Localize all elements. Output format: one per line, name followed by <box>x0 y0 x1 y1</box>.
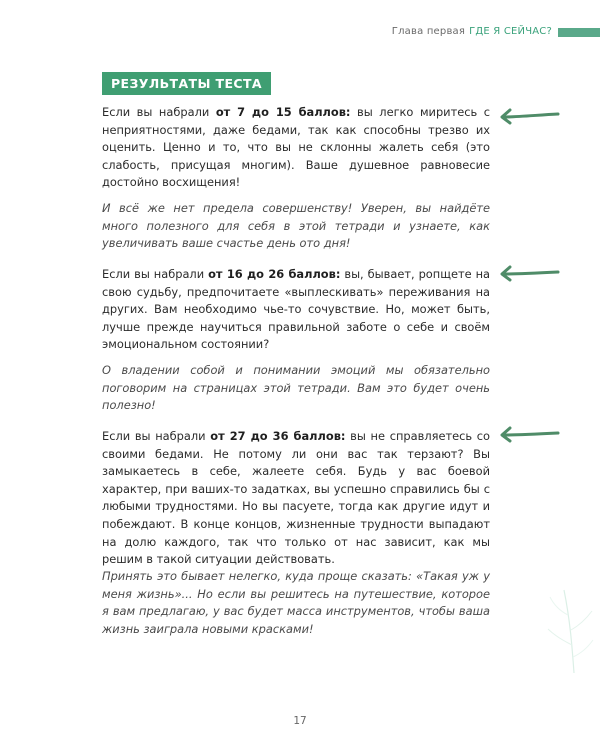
result-paragraph-2 <box>102 266 490 354</box>
score-range: от 16 до 26 баллов: <box>208 267 341 281</box>
arrow-icon <box>498 106 560 126</box>
result-paragraph-1 <box>102 104 490 192</box>
section-title: РЕЗУЛЬТАТЫ ТЕСТА <box>102 72 271 95</box>
result-intro: Если вы набрали <box>102 105 216 119</box>
score-range: от 27 до 36 баллов: <box>210 429 346 443</box>
arrow-icon <box>498 263 560 283</box>
result-comment-2: О владении собой и понимании эмоций мы обязательно поговорим на страницах этой тетради. Вам это будет очень полезно! <box>102 363 490 413</box>
result-text: вы не справляетесь со своими бедами. Не потому ли они вас так терзают? Вы замыкаетесь в себе, жалеете себя. Будь у вас боевой характер, при ваших-то задатках, вы успешно справились бы с любыми трудностями. Но вы пасуете, тогда как другие идут и побеждают. В конце концов, жизненные трудности выпадают на долю каждого, так что только от нас зависит, как мы решим в такой ситуации действовать. <box>102 429 490 567</box>
result-text: вы, бывает, ропщете на свою судьбу, предпочитаете «выплескивать» переживания на других. Вам необходимо чье-то сочувствие. Но, может быть, лучше прежде научиться правильной заботе о себе и своём эмоциональном состоянии? <box>102 267 490 352</box>
result-comment-1: И всё же нет предела совершенству! Уверен, вы найдёте много полезного для себя в этой тетради и узнаете, как увеличивать ваше счастье день ото дня! <box>102 201 490 251</box>
arrow-icon <box>498 424 560 444</box>
score-range: от 7 до 15 баллов: <box>215 105 351 119</box>
page-number: 17 <box>293 715 307 727</box>
result-intro: Если вы набрали <box>102 267 209 281</box>
chapter-title: ГДЕ Я СЕЙЧАС? <box>469 26 552 37</box>
chapter-tab-marker <box>558 28 600 37</box>
result-comment-3: Принять это бывает нелегко, куда проще сказать: «Такая уж у меня жизнь»... Но если вы решитесь на путешествие, которое я вам предлагаю, у вас будет масса инструментов, чтобы ваша жизнь заиграла новыми красками! <box>102 569 490 636</box>
chapter-label: Глава первая <box>391 26 466 37</box>
result-intro: Если вы набрали <box>102 429 211 443</box>
running-header <box>392 26 552 37</box>
result-paragraph-3 <box>102 428 490 569</box>
decorative-plant-illustration <box>544 585 594 675</box>
result-text: вы легко миритесь с неприятностями, даже бедами, так как способны трезво их оценить. Ценно и то, что вы не склонны жалеть себя (это слабость, присущая многим). Ваше душевное равновесие достойно восхищения! <box>102 105 490 190</box>
